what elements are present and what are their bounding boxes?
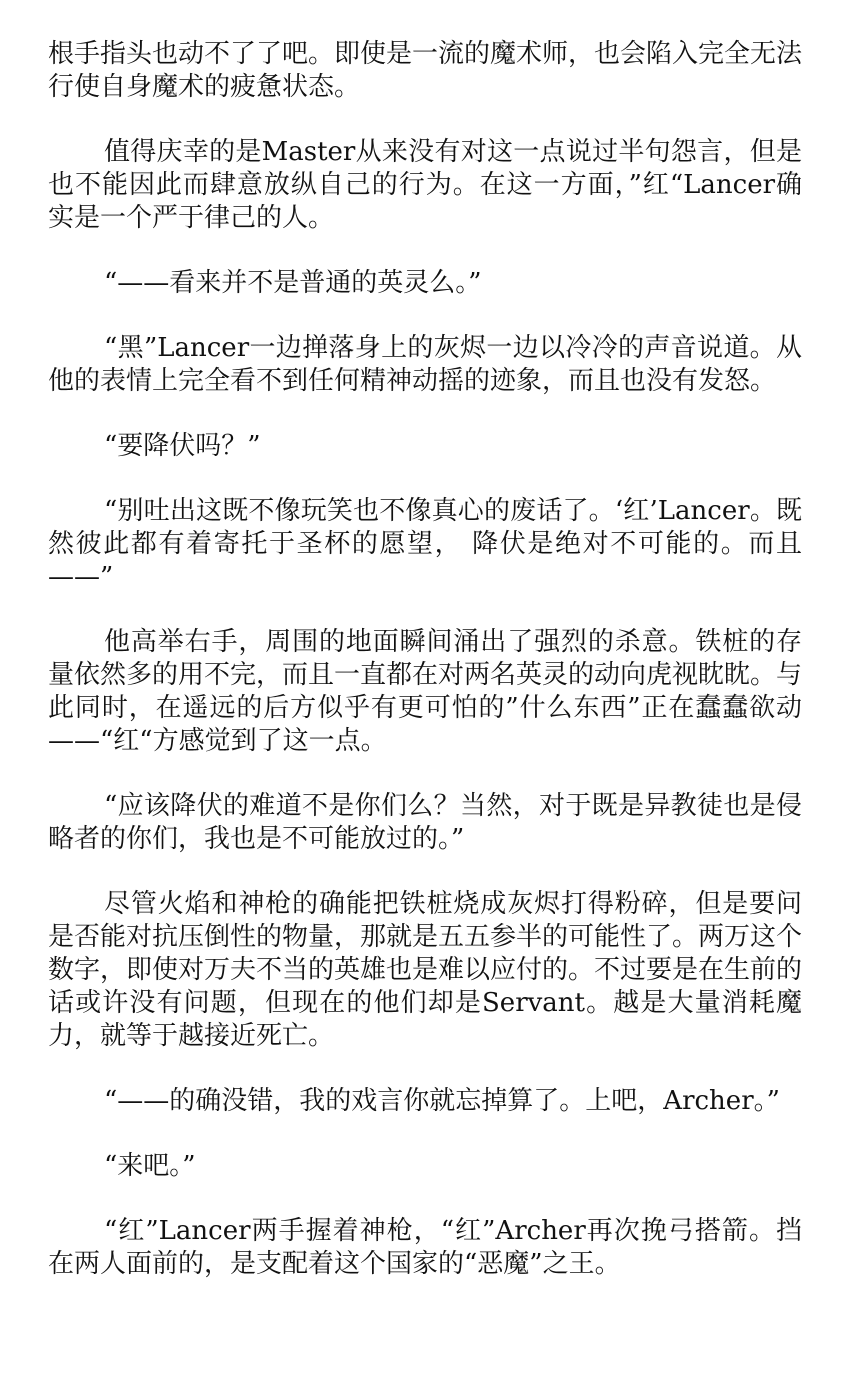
paragraph: 值得庆幸的是Master从来没有对这一点说过半句怨言，但是也不能因此而肆意放纵自己的行为。在这一方面，”红“Lancer确实是一个严于律己的人。 bbox=[48, 137, 802, 233]
paragraph: “红”Lancer两手握着神枪，“红”Archer再次挽弓搭箭。挡在两人面前的，是支配着这个国家的“恶魔”之王。 bbox=[48, 1216, 802, 1279]
document-page bbox=[48, 38, 802, 1313]
paragraph: “别吐出这既不像玩笑也不像真心的废话了。‘红’Lancer。既然彼此都有着寄托于圣杯的愿望， 降伏是绝对不可能的。而且——” bbox=[48, 496, 802, 592]
paragraph: 根手指头也动不了了吧。即使是一流的魔术师，也会陷入完全无法行使自身魔术的疲惫状态。 bbox=[48, 39, 803, 102]
paragraph: “来吧。” bbox=[104, 1151, 196, 1181]
paragraph: 尽管火焰和神枪的确能把铁桩烧成灰烬打得粉碎，但是要问是否能对抗压倒性的物量，那就是五五参半的可能性了。两万这个数字，即使对万夫不当的英雄也是难以应付的。不过要是在生前的话或许没有问题，但现在的他们却是Servant。越是大量消耗魔力，就等于越接近死亡。 bbox=[48, 889, 803, 1051]
paragraph: “黑”Lancer一边掸落身上的灰烬一边以冷冷的声音说道。从他的表情上完全看不到任何精神动摇的迹象，而且也没有发怒。 bbox=[48, 333, 802, 396]
paragraph: “应该降伏的难道不是你们么？当然，对于既是异教徒也是侵略者的你们，我也是不可能放过的。” bbox=[48, 791, 802, 854]
paragraph: “——看来并不是普通的英灵么。” bbox=[104, 268, 482, 298]
paragraph: 他高举右手，周围的地面瞬间涌出了强烈的杀意。铁桩的存量依然多的用不完，而且一直都在对两名英灵的动向虎视眈眈。与此同时，在遥远的后方似乎有更可怕的”什么东西”正在蠢蠢欲动——“红“方感觉到了这一点。 bbox=[48, 627, 803, 756]
paragraph: “——的确没错，我的戏言你就忘掉算了。上吧，Archer。” bbox=[104, 1086, 780, 1116]
paragraph: “要降伏吗？” bbox=[104, 431, 261, 461]
